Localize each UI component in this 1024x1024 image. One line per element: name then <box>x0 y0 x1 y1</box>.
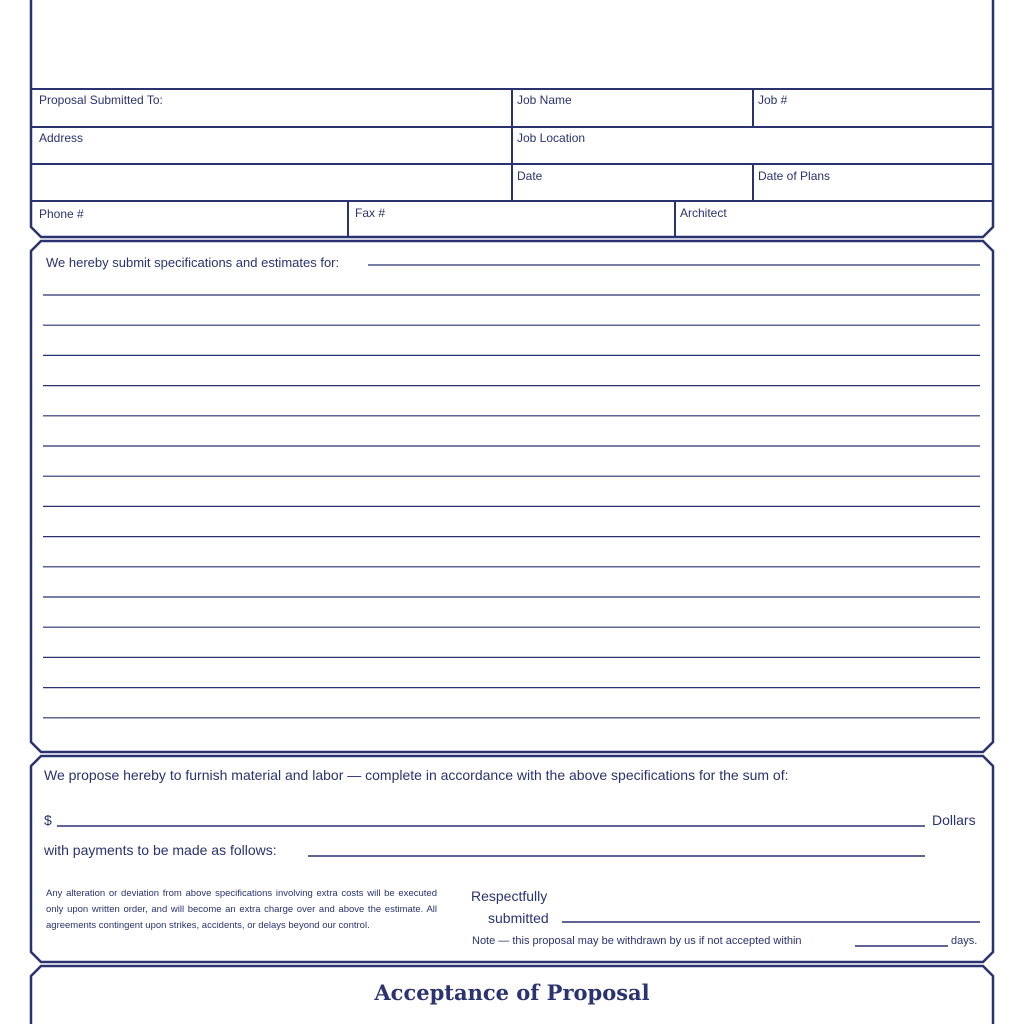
fax-field[interactable] <box>350 220 673 236</box>
currency-symbol: $ <box>44 812 52 828</box>
address-label: Address <box>39 131 84 145</box>
phone-label: Phone # <box>39 207 84 221</box>
phone-field[interactable] <box>33 220 346 236</box>
job-location-label: Job Location <box>517 131 586 145</box>
payments-field[interactable] <box>308 838 925 856</box>
date-of-plans-label: Date of Plans <box>758 169 831 183</box>
acceptance-title: Acceptance of Proposal <box>374 980 650 1005</box>
job-name-label: Job Name <box>517 93 572 107</box>
submitted-label: submitted <box>488 910 549 926</box>
signature-field[interactable] <box>562 904 980 922</box>
dollars-label: Dollars <box>932 812 976 828</box>
date-label: Date <box>517 169 543 183</box>
proposal-statement: We propose hereby to furnish material and labor — complete in accordance with the above specifications for the sum of: <box>44 767 789 783</box>
job-number-label: Job # <box>758 93 788 107</box>
architect-label: Architect <box>680 206 727 220</box>
sum-field[interactable] <box>57 808 925 826</box>
date-of-plans-field[interactable] <box>755 182 991 200</box>
date-field[interactable] <box>514 182 751 200</box>
proposal-submitted-to-label: Proposal Submitted To: <box>39 93 163 107</box>
specifications-lines-field[interactable] <box>43 270 980 720</box>
note-text: Note — this proposal may be withdrawn by us if not accepted within <box>472 935 802 947</box>
job-location-field[interactable] <box>514 143 991 163</box>
address-field[interactable] <box>33 143 510 199</box>
respectfully-label: Respectfully <box>471 888 548 904</box>
job-number-field[interactable] <box>755 105 991 125</box>
fax-label: Fax # <box>355 206 386 220</box>
disclaimer-text: Any alteration or deviation from above specifications involving extra costs will be executed only upon written order, and will become an extra charge over and above the estimate. All agreements contingent upon strikes, accidents, or delays beyond our control. <box>46 888 437 931</box>
days-field[interactable] <box>855 932 948 946</box>
specifications-label: We hereby submit specifications and estimates for: <box>46 255 340 270</box>
proposal-submitted-to-field[interactable] <box>33 105 510 125</box>
days-label: days. <box>951 935 978 947</box>
payments-label: with payments to be made as follows: <box>44 842 277 858</box>
job-name-field[interactable] <box>514 105 751 125</box>
architect-field[interactable] <box>677 220 991 236</box>
